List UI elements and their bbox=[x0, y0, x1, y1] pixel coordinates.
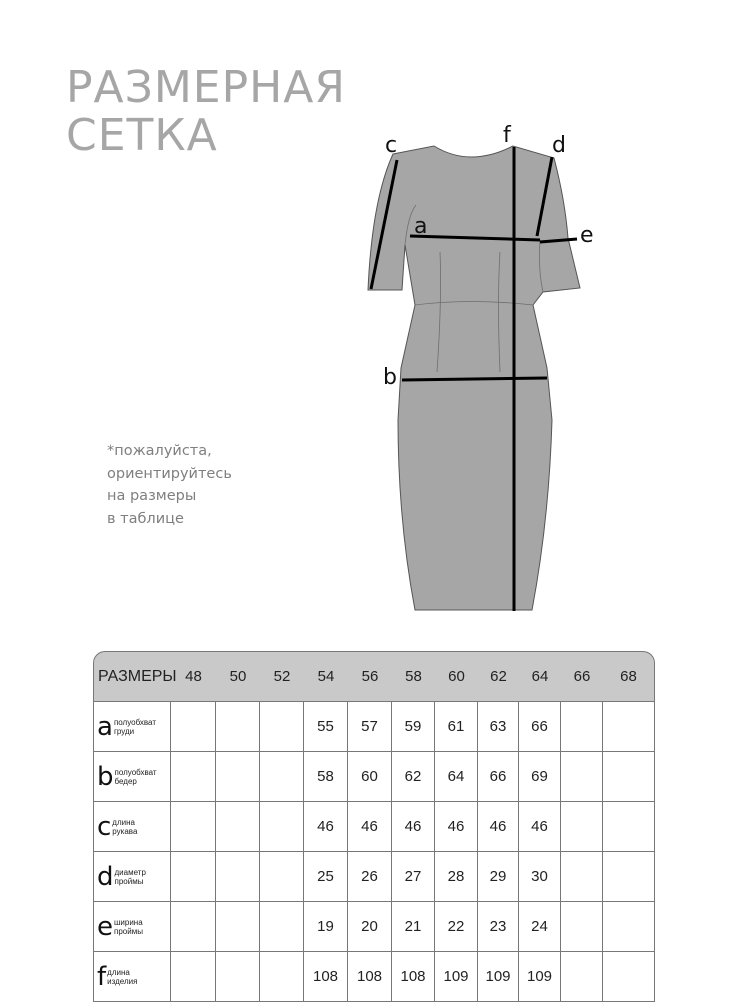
table-cell: 46 bbox=[519, 802, 561, 852]
row-description bbox=[107, 968, 137, 986]
table-cell bbox=[171, 952, 216, 1002]
size-header: 52 bbox=[260, 651, 304, 702]
row-description-line: бедер bbox=[114, 776, 137, 786]
row-header bbox=[93, 902, 171, 952]
size-header: 64 bbox=[519, 651, 561, 702]
table-cell bbox=[171, 752, 216, 802]
table-cell: 108 bbox=[348, 952, 392, 1002]
table-cell: 57 bbox=[348, 702, 392, 752]
row-description-line: проймы bbox=[114, 926, 143, 936]
table-cell: 46 bbox=[348, 802, 392, 852]
row-description bbox=[114, 918, 143, 936]
note-line-3: на размеры bbox=[107, 488, 197, 504]
label-a: a bbox=[414, 214, 428, 239]
table-cell bbox=[260, 902, 304, 952]
row-description bbox=[115, 768, 157, 786]
table-cell bbox=[260, 852, 304, 902]
table-cell: 108 bbox=[304, 952, 348, 1002]
note-line-2: ориентируйтесь bbox=[107, 465, 232, 482]
table-cell bbox=[171, 802, 216, 852]
table-cell bbox=[603, 752, 655, 802]
label-c: c bbox=[385, 133, 398, 158]
table-cell bbox=[603, 802, 655, 852]
table-cell: 62 bbox=[392, 752, 435, 802]
table-row bbox=[93, 702, 655, 752]
row-header bbox=[93, 802, 171, 852]
table-cell bbox=[216, 702, 260, 752]
size-header: 48 bbox=[171, 651, 216, 702]
table-cell bbox=[260, 752, 304, 802]
table-cell: 63 bbox=[478, 702, 519, 752]
row-description-line: длина bbox=[107, 967, 130, 977]
size-note bbox=[107, 440, 232, 530]
table-cell bbox=[561, 902, 603, 952]
table-cell: 109 bbox=[478, 952, 519, 1002]
table-cell: 46 bbox=[478, 802, 519, 852]
table-cell bbox=[561, 852, 603, 902]
title-line-2: СЕТКА bbox=[66, 110, 218, 161]
label-d: d bbox=[552, 133, 566, 158]
row-description bbox=[115, 868, 146, 886]
row-description-line: изделия bbox=[107, 976, 138, 986]
header-label: РАЗМЕРЫ bbox=[93, 651, 171, 702]
table-cell: 55 bbox=[304, 702, 348, 752]
row-description bbox=[114, 718, 156, 736]
table-cell: 24 bbox=[519, 902, 561, 952]
title-line-1: РАЗМЕРНАЯ bbox=[66, 62, 346, 113]
size-header: 56 bbox=[348, 651, 392, 702]
row-description-line: полуобхват bbox=[114, 767, 157, 777]
table-header-row bbox=[93, 651, 655, 702]
row-description-line: рукава bbox=[112, 826, 138, 836]
table-cell bbox=[260, 702, 304, 752]
row-description-line: диаметр bbox=[114, 867, 146, 877]
table-cell bbox=[603, 902, 655, 952]
table-cell bbox=[216, 952, 260, 1002]
row-letter: e bbox=[97, 911, 113, 942]
row-letter: c bbox=[97, 811, 112, 842]
table-cell bbox=[171, 902, 216, 952]
table-cell bbox=[171, 852, 216, 902]
size-header: 68 bbox=[603, 651, 655, 702]
table-cell: 29 bbox=[478, 852, 519, 902]
row-header bbox=[93, 852, 171, 902]
table-cell: 66 bbox=[478, 752, 519, 802]
table-cell bbox=[260, 802, 304, 852]
table-row bbox=[93, 902, 655, 952]
row-description-line: длина bbox=[112, 817, 135, 827]
table-cell bbox=[171, 702, 216, 752]
table-cell: 20 bbox=[348, 902, 392, 952]
size-header: 50 bbox=[216, 651, 260, 702]
table-cell: 19 bbox=[304, 902, 348, 952]
table-cell: 28 bbox=[435, 852, 478, 902]
table-cell bbox=[603, 702, 655, 752]
table-cell: 26 bbox=[348, 852, 392, 902]
size-table bbox=[93, 651, 655, 1002]
row-description-line: груди bbox=[113, 726, 135, 736]
label-e: e bbox=[580, 223, 594, 248]
table-cell: 61 bbox=[435, 702, 478, 752]
table-cell: 46 bbox=[304, 802, 348, 852]
table-cell: 22 bbox=[435, 902, 478, 952]
table-cell bbox=[603, 852, 655, 902]
note-line-4: в таблице bbox=[107, 510, 184, 527]
size-header: 62 bbox=[478, 651, 519, 702]
table-cell: 30 bbox=[519, 852, 561, 902]
table-cell: 46 bbox=[435, 802, 478, 852]
table-cell bbox=[561, 752, 603, 802]
row-description bbox=[112, 818, 137, 836]
table-cell bbox=[561, 952, 603, 1002]
table-row bbox=[93, 752, 655, 802]
table-cell bbox=[260, 952, 304, 1002]
table-cell: 60 bbox=[348, 752, 392, 802]
table-cell: 59 bbox=[392, 702, 435, 752]
size-header: 66 bbox=[561, 651, 603, 702]
row-letter: d bbox=[97, 861, 114, 892]
table-cell: 66 bbox=[519, 702, 561, 752]
size-header: 58 bbox=[392, 651, 435, 702]
row-header bbox=[93, 952, 171, 1002]
row-description-line: полуобхват bbox=[113, 717, 156, 727]
table-cell bbox=[561, 802, 603, 852]
row-letter: f bbox=[97, 961, 107, 992]
table-cell bbox=[216, 802, 260, 852]
row-letter: a bbox=[97, 711, 113, 742]
row-description-line: ширина bbox=[114, 917, 143, 927]
table-cell: 27 bbox=[392, 852, 435, 902]
table-cell: 25 bbox=[304, 852, 348, 902]
label-f: f bbox=[503, 123, 511, 148]
table-cell: 46 bbox=[392, 802, 435, 852]
table-row bbox=[93, 952, 655, 1002]
note-line-1: *пожалуйста, bbox=[107, 443, 212, 459]
table-cell bbox=[216, 852, 260, 902]
size-header: 60 bbox=[435, 651, 478, 702]
row-description-line: проймы bbox=[114, 876, 144, 886]
table-cell: 109 bbox=[435, 952, 478, 1002]
table-cell: 23 bbox=[478, 902, 519, 952]
row-header bbox=[93, 702, 171, 752]
table-cell: 64 bbox=[435, 752, 478, 802]
table-cell: 69 bbox=[519, 752, 561, 802]
label-b: b bbox=[383, 365, 397, 390]
row-letter: b bbox=[97, 761, 114, 792]
table-cell bbox=[216, 902, 260, 952]
table-row bbox=[93, 802, 655, 852]
table-cell: 108 bbox=[392, 952, 435, 1002]
table-cell: 21 bbox=[392, 902, 435, 952]
measure-line-b bbox=[402, 378, 547, 380]
table-cell bbox=[216, 752, 260, 802]
table-cell bbox=[561, 702, 603, 752]
row-header bbox=[93, 752, 171, 802]
table-cell: 58 bbox=[304, 752, 348, 802]
size-header: 54 bbox=[304, 651, 348, 702]
table-row bbox=[93, 852, 655, 902]
table-cell: 109 bbox=[519, 952, 561, 1002]
table-cell bbox=[603, 952, 655, 1002]
